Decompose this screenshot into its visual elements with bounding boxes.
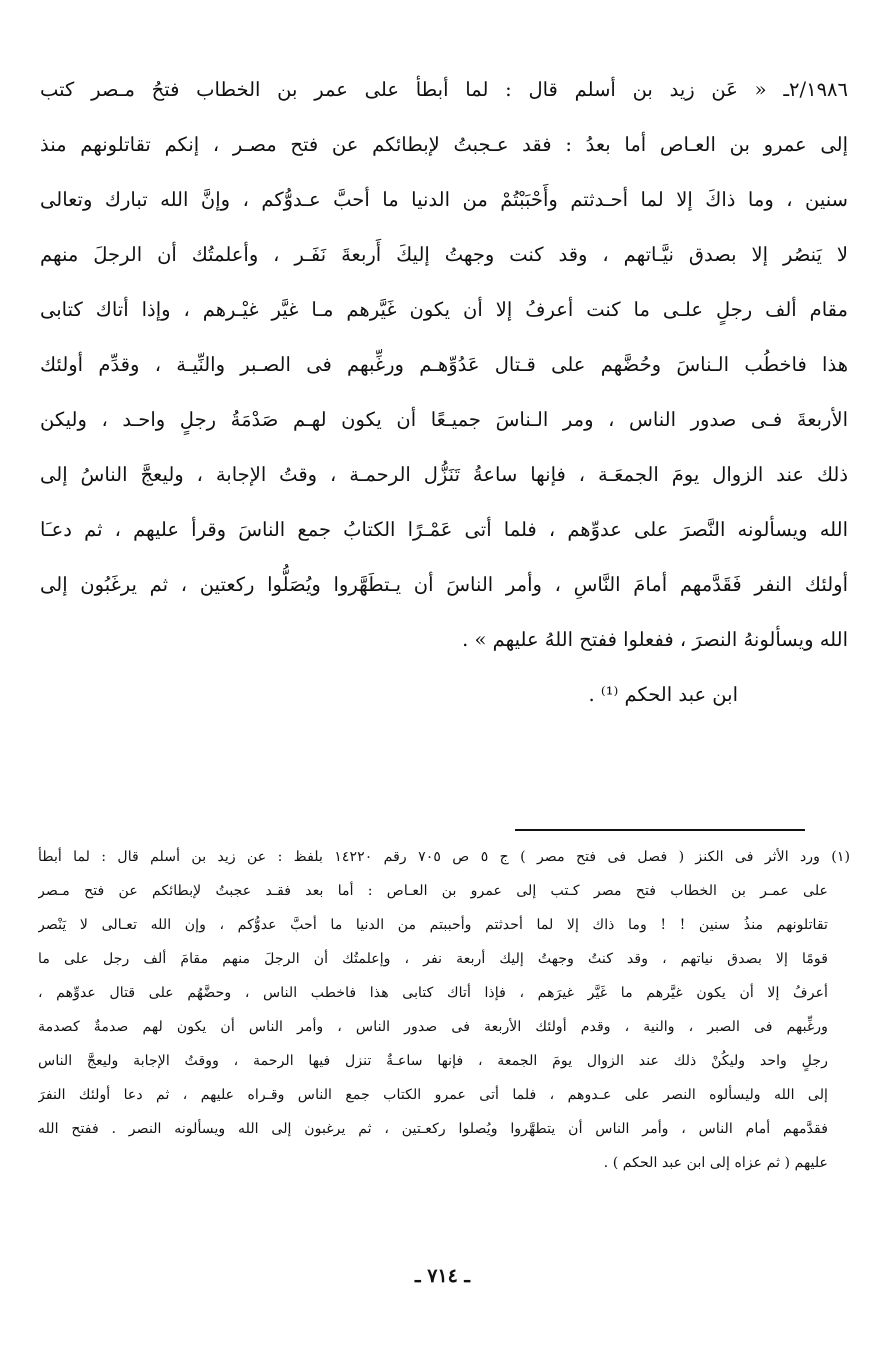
text-line: أولئك النفر فَقَدَّمهم أمامَ النَّاسِ ، وأمر الناسَ أن يـتطَهَّروا ويُصَلُّوا ركعتين ، ثم يرغَبُون إلى [40,573,848,596]
footnote-line: فقدَّمهم أمام الناس ، وأمر الناس أن يتطهَّروا ويُصلوا ركعـتين ، ثم يرغبون إلى الله ويسألونه النصر . ففتح الله [38,1121,828,1137]
hadith-text [40,62,848,722]
footnote-line: ورغِّبهم فى الصبر ، والنية ، وقدم أولئك الأربعة فى صدور الناس ، وأمر الناس أن يكون لهم صدمةٌ كصدمة [38,1019,828,1035]
text-line: ٢/١٩٨٦ـ « عَن زيد بن أسلم قال : لما أبطأ على عمر بن الخطاب فتحُ مـصر كتب [40,78,848,101]
footnote-line: على عمـر بن الخطاب فتح مصر كـتب إلى عمرو بن العـاص : أما بعد فقـد عجبتُ لإبطائكم عن فتح مـصر [38,883,828,899]
footnote-line: أعرفُ إلا أن يكون غيَّرهم ما غَيَّر غيرَهم ، فإذا أتاك كتابى هذا فاخطب الناس ، وحضَّهُم على قتال عدوِّهم ، [38,985,828,1001]
text-line: هذا فاخطُب الـناسَ وحُضَّهم على قـتال عَدُوِّهـم ورغِّبهم فى الصـبر والنِّيـة ، وقدِّم أولئك [40,353,848,376]
footnote-line: عليهم ( ثم عزاه إلى ابن عبد الحكم ) . [603,1155,828,1171]
text-line: ذلك عند الزوال يومَ الجمعَـة ، فإنها ساعةُ تَنَزُّل الرحمـة ، وقتُ الإجابة ، وليعجَّ الناسُ إلى [40,463,848,486]
footnote-divider [515,829,805,831]
text-line: إلى عمرو بن العـاص أما بعدُ : فقد عـجبتُ لإبطائكم عن فتح مصـر ، إنكم تقاتلونهم منذ [40,133,848,156]
source-attribution: ابن عبد الحكم ⁽¹⁾ . [588,683,738,706]
text-line: الأربعةَ فـى صدور الناس ، ومر الـناسَ جميـعًا أن يكون لهـم صَدْمَةُ رجلٍ واحـد ، وليكن [40,408,848,431]
footnote-line: إلى الله وليسألوه النصر على عـدوهم ، فلما أتى عمرو الكتاب جمع الناس وقـراه عليهم ، ثم دعا أولئك النفرَ [38,1087,828,1103]
page-number: ـ ٧١٤ ـ [415,1265,470,1287]
text-line: سنين ، وما ذاكَ إلا لما أحـدثتم وأَحْبَبْتُمْ من الدنيا ما أحبَّ عـدوُّكم ، وإنَّ الله تبارك وتعالى [40,188,848,211]
text-line: مقام ألف رجلٍ علـى ما كنت أعرفُ إلا أن يكون غَيَّرهم مـا غيَّر غيْـرهم ، وإذا أتاك كتابى [40,298,848,321]
footnote-line: تقاتلونهم منذُ سنين ! ! وما ذاك إلا لما أحدثتم وأحببتم من الدنيا ما أحبَّ عدوُّكم ، وإن الله تعـالى لا يَنْصر [38,917,828,933]
footnote-line: قومًا إلا بصدق نياتهم ، وقد كنتُ وجهتُ إليك أربعة نفر ، وإعلمتُك أن الرجلَ منهم مقامَ ألف رجل على ما [38,951,828,967]
footnote-line: رجلٍ واحد وليكُنْ ذلك عند الزوال يومَ الجمعة ، فإنها ساعـةٌ تنزل فيها الرحمة ، ووقتُ الإجابة وليعجَّ الناس [38,1053,828,1069]
footnote [38,840,850,1180]
text-line: لا يَنصُر إلا بصدق نيَّـاتهم ، وقد كنت وجهتُ إليكَ أَربعةَ نَفَـر ، وأعلمتُك أن الرجلَ منهم [40,243,848,266]
text-line: الله ويسألونه النَّصرَ على عدوِّهم ، فلما أتى عَمْـرًا الكتابُ جمع الناسَ وقرأ عليهم ، ثم دعـَا [40,518,848,541]
footnote-line: (١) ورد الأثر فى الكنز ( فصل فى فتح مصر ) ج ٥ ص ٧٠٥ رقم ١٤٢٢٠ بلفظ : عن زيد بن أسلم قال : لما أبطأ [38,849,850,865]
text-line: الله ويسألونهُ النصرَ ، ففعلوا ففتح اللهُ عليهم » . [462,628,848,651]
